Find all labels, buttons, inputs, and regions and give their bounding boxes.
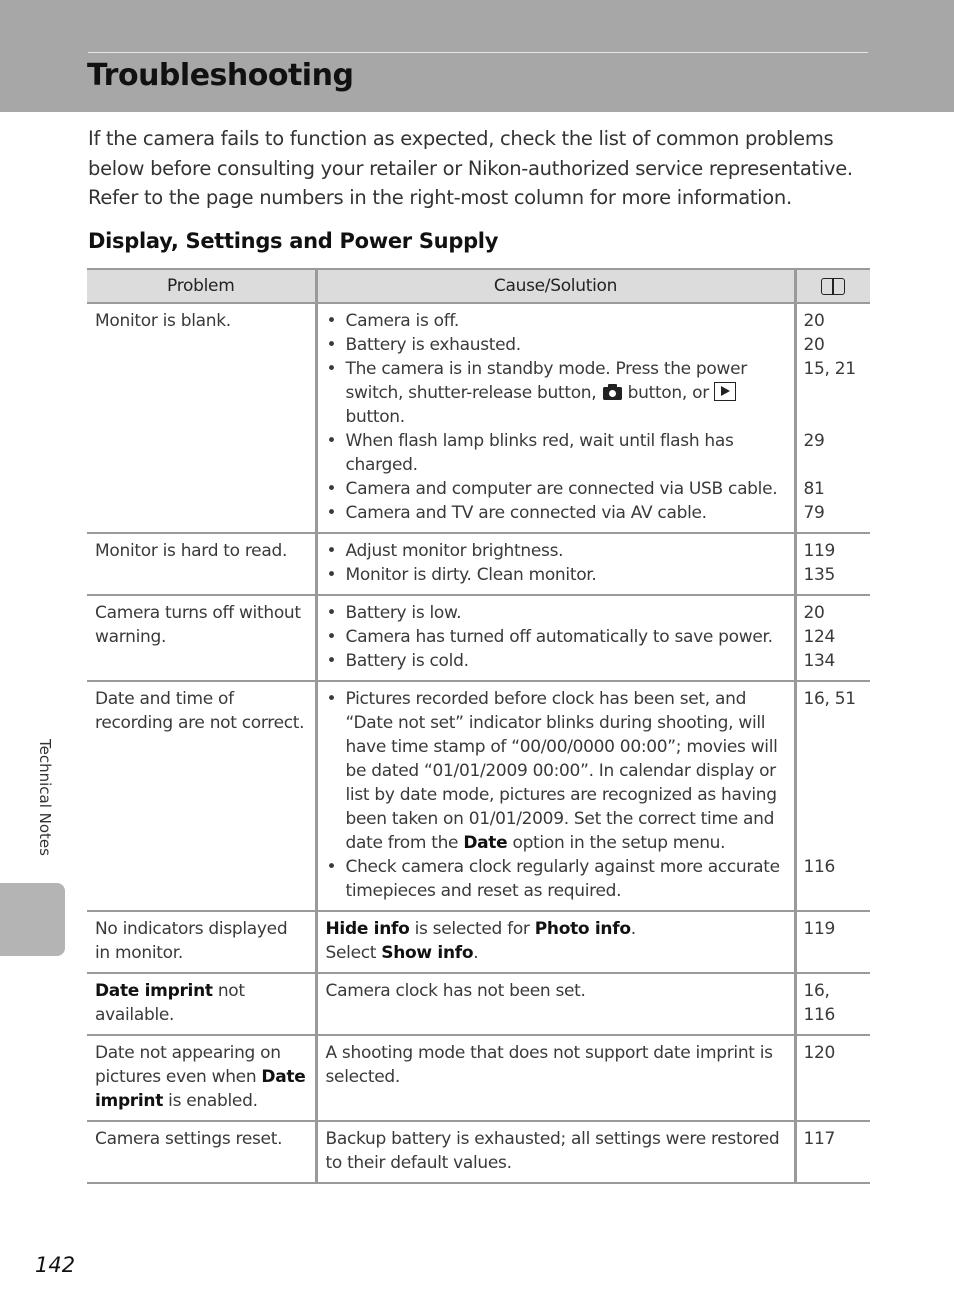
header-cause-solution: Cause/Solution [316, 269, 795, 303]
header-reference [795, 269, 870, 303]
page-ref: 120 [803, 1043, 836, 1063]
side-tab-marker [0, 883, 65, 956]
solution-cell [316, 595, 795, 681]
solution-cell [316, 533, 795, 595]
reference-cell [795, 681, 870, 911]
show-info-label: Show info [381, 943, 474, 963]
table-row [87, 973, 870, 1035]
solution-list [326, 687, 786, 903]
page-ref: 15, 21 [803, 359, 856, 379]
page-ref: 20 [803, 603, 825, 623]
list-item: • Camera and computer are connected via USB cable. [326, 477, 786, 501]
problem-cell: Camera turns off without warning. [87, 595, 316, 681]
solution-cell [316, 681, 795, 911]
problem-cell: No indicators displayed in monitor. [87, 911, 316, 973]
header-band [0, 0, 954, 112]
book-reference-icon [820, 277, 846, 295]
solution-cell: Camera clock has not been set. [316, 973, 795, 1035]
solution-cell [316, 303, 795, 533]
problem-text: is enabled. [168, 1091, 258, 1111]
problem-cell: Monitor is hard to read. [87, 533, 316, 595]
page-ref: 134 [803, 651, 836, 671]
hide-info-label: Hide info [325, 919, 410, 939]
list-item [326, 357, 786, 429]
list-item: • Camera has turned off automatically to save power. [326, 625, 786, 649]
intro-paragraph: If the camera fails to function as expected, check the list of common problems below before consulting your retailer or Nikon-authorized service representative. Refer to the page numbers in the right-most column for more information. [88, 127, 853, 209]
list-text: The camera is in standby mode. Press the power switch, shutter-release button, [345, 359, 747, 403]
solution-text: . [473, 943, 479, 963]
page-title: Troubleshooting [87, 58, 354, 93]
solution-cell: A shooting mode that does not support date imprint is selected. [316, 1035, 795, 1121]
table-row [87, 911, 870, 973]
list-text: Pictures recorded before clock has been set, and “Date not set” indicator blinks during shooting, will have time stamp of “00/00/0000 00:00”; movies will be dated “01/01/2009 00:00”. In calendar display or list by date mode, pictures are recognized as having been taken on 01/01/2009. Set the correct time and date from the [345, 689, 778, 853]
header-problem: Problem [87, 269, 316, 303]
solution-list [326, 309, 786, 525]
reference-cell [795, 533, 870, 595]
table-header-row [87, 269, 870, 303]
list-text: option in the setup menu. [512, 833, 726, 853]
page-ref: 119 [803, 919, 836, 939]
reference-cell [795, 1035, 870, 1121]
camera-shooting-mode-icon [602, 384, 623, 400]
reference-cell [795, 1121, 870, 1183]
problem-cell [87, 973, 316, 1035]
page-ref: 124 [803, 627, 836, 647]
header-rule [88, 52, 868, 53]
problem-cell: Monitor is blank. [87, 303, 316, 533]
list-item: • Adjust monitor brightness. [326, 539, 786, 563]
playback-button-icon [714, 382, 736, 401]
solution-text: Select [325, 943, 377, 963]
section-heading: Display, Settings and Power Supply [88, 229, 499, 253]
list-item [326, 687, 786, 855]
page-ref: 20 [803, 335, 825, 355]
page-ref: 119 [803, 541, 836, 561]
page-ref: 135 [803, 565, 836, 585]
table-row [87, 303, 870, 533]
solution-line [326, 917, 786, 941]
solution-list [326, 601, 786, 673]
table-row [87, 1035, 870, 1121]
side-tab-label: Technical Notes [36, 739, 54, 856]
list-item: • Check camera clock regularly against more accurate timepieces and reset as required. [326, 855, 786, 903]
page-ref: 116 [803, 857, 836, 877]
list-item: • Battery is cold. [326, 649, 786, 673]
page-ref: 16, [803, 981, 830, 1001]
list-item: • Camera is off. [326, 309, 786, 333]
troubleshooting-table [87, 268, 870, 1184]
solution-text: is selected for [414, 919, 530, 939]
list-item: • When flash lamp blinks red, wait until flash has charged. [326, 429, 786, 477]
page-ref: 20 [803, 311, 825, 331]
reference-cell [795, 911, 870, 973]
list-text: button, or [627, 383, 709, 403]
date-imprint-label: Date imprint [95, 1067, 306, 1111]
solution-cell: Backup battery is exhausted; all settings were restored to their default values. [316, 1121, 795, 1183]
reference-cell [795, 973, 870, 1035]
table-row [87, 533, 870, 595]
page-ref: 116 [803, 1005, 836, 1025]
reference-cell [795, 595, 870, 681]
page-ref: 16, 51 [803, 689, 856, 709]
date-imprint-label: Date imprint [95, 981, 213, 1001]
solution-list [326, 539, 786, 587]
solution-text: . [630, 919, 636, 939]
table-row [87, 1121, 870, 1183]
page-ref: 79 [803, 503, 825, 523]
problem-cell: Date and time of recording are not correct. [87, 681, 316, 911]
reference-cell [795, 303, 870, 533]
page-number: 142 [35, 1253, 76, 1277]
list-item: • Monitor is dirty. Clean monitor. [326, 563, 786, 587]
list-item: • Battery is low. [326, 601, 786, 625]
list-item: • Camera and TV are connected via AV cable. [326, 501, 786, 525]
page-ref: 81 [803, 479, 825, 499]
problem-text: not available. [95, 981, 245, 1025]
date-option-label: Date [463, 833, 508, 853]
solution-line [326, 941, 786, 965]
table-row [87, 681, 870, 911]
problem-cell [87, 1035, 316, 1121]
table-row [87, 595, 870, 681]
problem-text: Date not appearing on pictures even when [95, 1043, 281, 1087]
solution-cell [316, 911, 795, 973]
page-ref: 117 [803, 1129, 836, 1149]
list-item: • Battery is exhausted. [326, 333, 786, 357]
photo-info-label: Photo info [534, 919, 631, 939]
list-text: button. [345, 407, 405, 427]
problem-cell: Camera settings reset. [87, 1121, 316, 1183]
page-ref: 29 [803, 431, 825, 451]
